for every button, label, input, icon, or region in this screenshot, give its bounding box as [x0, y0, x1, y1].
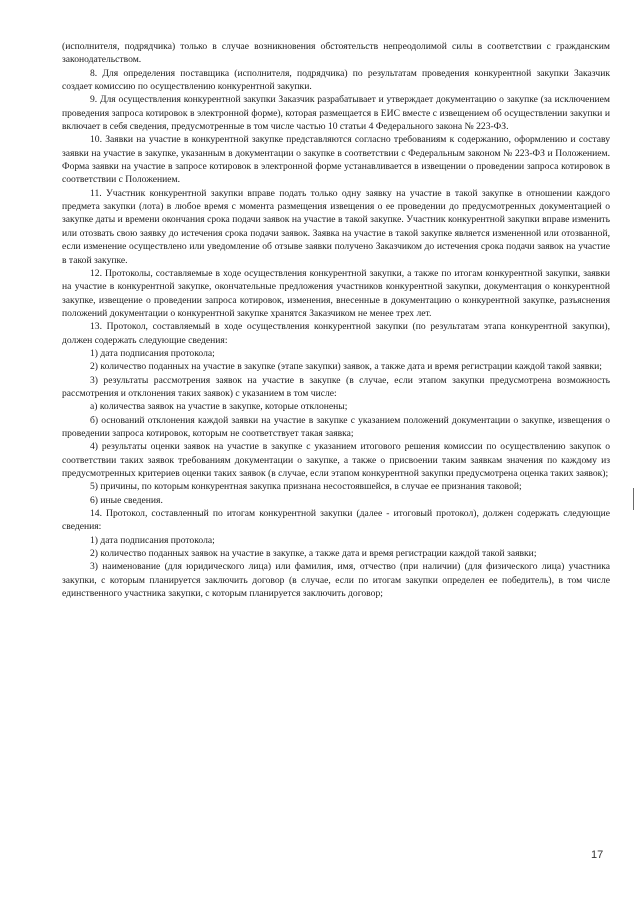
list-item-13-5: 5) причины, по которым конкурентная закупка признана несостоявшейся, в случае ее признания таковой;: [90, 481, 522, 493]
list-item-13-3-b: б) оснований отклонения каждой заявки на участие в закупке с указанием положений документации о закупке, извещения о проведении запроса котировок, которым не соответствует такая заявка;: [62, 414, 610, 439]
list-item-14-2: 2) количество поданных заявок на участие в закупке, а также дата и время регистрации каждой такой заявки;: [90, 548, 537, 560]
paragraph-10-applications: 10. Заявки на участие в конкурентной закупке представляются согласно требованиям к содержанию, оформлению и составу заявки на участие в закупке, указанным в документации о закупке в соответствии с Федеральным законом № 223-ФЗ и Положением. Форма заявки на участие в запросе котировок в электронной форме устанавливается в извещении о проведении запроса котировок в соответствии с Положением.: [62, 134, 610, 186]
list-item-13-4: 4) результаты оценки заявок на участие в закупке с указанием итогового решения комиссии по осуществлению закупок о соответствии таких заявок требованиям документации о закупке, а также о присвоении таким заявкам значения по каждому из предусмотренных критериев оценки таких заявок (в случае, если этапом конкурентной закупки предусмотрена оценка таких заявок);: [62, 441, 610, 479]
list-item-14-3: 3) наименование (для юридического лица) или фамилия, имя, отчество (при наличии) (для физического лица) участника закупки, с которым планируется заключить договор (в случае, если по итогам закупки определен ее победитель), в том числе единственного участника закупки, с которым планируется заключить договор;: [62, 561, 610, 600]
paragraph-continuation: (исполнителя, подрядчика) только в случае возникновения обстоятельств непреодолимой силы в соответствии с гражданским законодательством.: [62, 41, 610, 66]
list-item-13-2: 2) количество поданных на участие в закупке (этапе закупки) заявок, а также дата и время регистрации каждой такой заявки;: [90, 361, 602, 373]
paragraph-14-final-protocol: 14. Протокол, составленный по итогам конкурентной закупки (далее - итоговый протокол), должен содержать следующие сведения:: [62, 508, 610, 533]
paragraph-9-documentation: 9. Для осуществления конкурентной закупки Заказчик разрабатывает и утверждает документацию о закупке (за исключением проведения запроса котировок в электронной форме), которая размещается в ЕИС вместе с извещением об осуществлении закупки и включает в себя сведения, предусмотренные в том числе частью 10 статьи 4 Федерального закона № 223-ФЗ.: [62, 94, 610, 133]
page-number: 17: [591, 849, 604, 861]
list-item-13-3: 3) результаты рассмотрения заявок на участие в закупке (в случае, если этапом закупки предусмотрена возможность рассмотрения и отклонения таких заявок) с указанием в том числе:: [62, 374, 610, 399]
paragraph-13-protocol-contents: 13. Протокол, составляемый в ходе осуществления конкурентной закупки (по результатам этапа конкурентной закупки), должен содержать следующие сведения:: [62, 321, 610, 346]
paragraph-8-commission: 8. Для определения поставщика (исполнителя, подрядчика) по результатам проведения конкурентной закупки Заказчик создает комиссию по осуществлению конкурентной закупки.: [62, 67, 610, 93]
paragraph-12-protocols-storage: 12. Протоколы, составляемые в ходе осуществления конкурентной закупки, а также по итогам конкурентной закупки, заявки на участие в конкурентной закупке, окончательные предложения участников конкурентной закупки, документация о конкурентной закупке, извещение о проведении запроса котировок, изменения, внесенные в документацию о конкурентной закупке, разъяснения положений документации о конкурентной закупке хранятся Заказчиком не менее трех лет.: [62, 267, 610, 319]
list-item-14-1: 1) дата подписания протокола;: [90, 534, 215, 546]
list-item-13-3-a: а) количества заявок на участие в закупке, которые отклонены;: [90, 401, 348, 413]
list-item-13-6: 6) иные сведения.: [90, 494, 163, 506]
document-body: [62, 40, 610, 600]
list-item-13-1: 1) дата подписания протокола;: [90, 347, 215, 359]
paragraph-11-single-application: 11. Участник конкурентной закупки вправе подать только одну заявку на участие в такой закупке в отношении каждого предмета закупки (лота) в любое время с момента размещения извещения о ее проведении до предусмотренных документацией о закупке даты и времени окончания срока подачи заявок на участие в такой закупке. Участник конкурентной закупки вправе изменить или отозвать свою заявку до истечения срока подачи заявок. Заявка на участие в такой закупке является измененной или отозванной, если изменение осуществлено или уведомление об отзыве заявки получено Заказчиком до истечения срока подачи заявок на участие в такой закупке.: [62, 187, 610, 266]
scan-edge-mark: [633, 488, 634, 510]
